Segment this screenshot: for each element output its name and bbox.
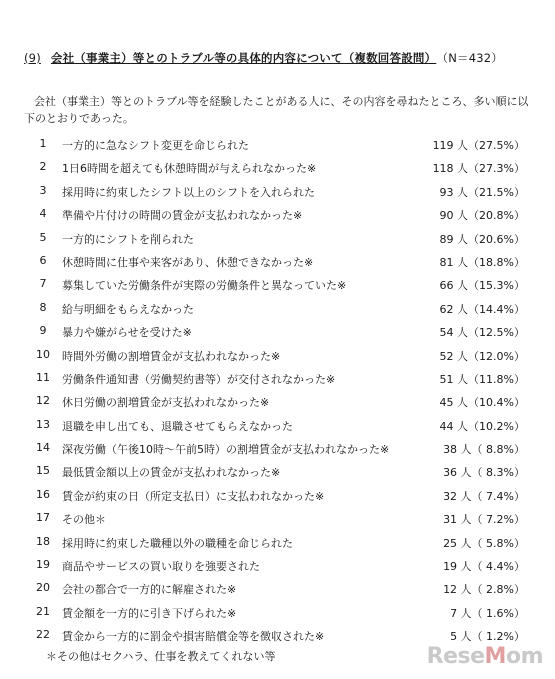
item-value: 5 人（ 1.2%） [450, 630, 525, 644]
list-item [0, 390, 555, 413]
item-text: 採用時に約束したシフト以上のシフトを入れられた [62, 185, 315, 199]
list-item [0, 203, 555, 226]
item-value: 90 人（20.8%） [439, 209, 525, 223]
rank-number: 13 [36, 417, 50, 431]
item-text: 一方的に急なシフト変更を命じられた [62, 139, 249, 152]
list-item [0, 133, 555, 156]
list-item [0, 554, 555, 577]
section-title: 会社（事業主）等とのトラブル等の具体的内容について（複数回答設問） [50, 51, 437, 65]
list-item [0, 273, 555, 296]
rank-number: 21 [36, 604, 50, 618]
list-item [0, 367, 555, 390]
item-text: 賃金額を一方的に引き下げられた※ [62, 606, 237, 620]
item-value: 62 人（14.4%） [439, 302, 525, 316]
rank-number: 9 [39, 324, 47, 338]
item-text: 労働条件通知書（労働契約書等）が交付されなかった※ [62, 372, 336, 386]
list-item [0, 577, 555, 600]
rank-number: 16 [36, 487, 50, 501]
intro-paragraph: 会社（事業主）等とのトラブル等を経験したことがある人に、その内容を尋ねたところ、多い順に以下のとおりであった。 [24, 95, 529, 125]
list-item [0, 227, 555, 250]
list-item [0, 507, 555, 530]
list-item [0, 180, 555, 203]
item-text: 商品やサービスの買い取りを強要された [62, 560, 260, 574]
item-value: 66 人（15.3%） [439, 279, 525, 293]
rank-number: 5 [39, 230, 47, 244]
item-value: 52 人（12.0%） [439, 349, 525, 363]
rank-number: 11 [36, 370, 50, 384]
item-text: 賃金から一方的に罰金や損害賠償金等を徴収された※ [62, 630, 325, 644]
item-value: 118 人（27.3%） [432, 162, 525, 176]
item-value: 119 人（27.5%） [432, 139, 525, 152]
rank-number: 7 [39, 277, 47, 291]
item-text: 休日労働の割増賃金が支払われなかった※ [62, 396, 270, 410]
rank-number: 1 [39, 137, 47, 150]
rank-number: 12 [36, 394, 50, 408]
item-value: 89 人（20.6%） [439, 232, 525, 246]
resemom-watermark [427, 644, 543, 669]
rank-number: 14 [36, 441, 50, 455]
item-text: 採用時に約束した職種以外の職種を命じられた [62, 536, 293, 550]
item-text: 一方的にシフトを削られた [62, 232, 194, 246]
item-text: 募集していた労働条件が実際の労働条件と異なっていた※ [62, 279, 347, 293]
item-text: 賃金が約束の日（所定支払日）に支払われなかった※ [62, 489, 325, 503]
list-item [0, 531, 555, 554]
item-value: 51 人（11.8%） [439, 372, 525, 386]
respondent-count: （N＝432） [442, 51, 503, 65]
footnote: ＊その他はセクハラ、仕事を教えてくれない等 [46, 650, 276, 663]
item-value: 25 人（ 5.8%） [443, 536, 525, 550]
item-value: 12 人（ 2.8%） [443, 583, 525, 597]
item-value: 93 人（21.5%） [439, 185, 525, 199]
rank-number: 19 [36, 558, 50, 572]
item-text: 休憩時間に仕事や来客があり、休憩できなかった※ [62, 255, 314, 269]
list-item [0, 601, 555, 624]
list-item [0, 414, 555, 437]
list-item [0, 484, 555, 507]
list-item [0, 320, 555, 343]
rank-number: 3 [39, 183, 47, 197]
item-value: 19 人（ 4.4%） [443, 560, 525, 574]
ranking-list [0, 133, 555, 648]
list-item [0, 156, 555, 179]
list-item [0, 250, 555, 273]
rank-number: 2 [39, 160, 47, 174]
rank-number: 6 [39, 253, 47, 267]
item-text: 給与明細をもらえなかった [62, 302, 194, 316]
item-value: 44 人（10.2%） [439, 419, 525, 433]
item-text: 時間外労働の割増賃金が支払われなかった※ [62, 349, 281, 363]
item-text: 深夜労働（午後10時～午前5時）の割増賃金が支払われなかった※ [62, 443, 390, 457]
section-heading [24, 50, 544, 66]
item-text: 会社の都合で一方的に解雇された※ [62, 583, 237, 597]
rank-number: 17 [36, 511, 50, 525]
item-text: 準備や片付けの時間の賃金が支払われなかった※ [62, 209, 303, 223]
rank-number: 20 [36, 581, 50, 595]
item-text: 暴力や嫌がらせを受けた※ [62, 326, 192, 340]
item-value: 38 人（ 8.8%） [443, 443, 525, 457]
section-number: (9) [24, 51, 41, 65]
item-text: 1日6時間を超えても休憩時間が与えられなかった※ [62, 162, 317, 176]
item-text: その他＊ [62, 513, 106, 527]
item-value: 32 人（ 7.4%） [443, 489, 525, 503]
watermark-prefix: Rese [426, 644, 485, 669]
item-value: 54 人（12.5%） [439, 326, 525, 340]
item-value: 31 人（ 7.2%） [443, 513, 525, 527]
rank-number: 10 [36, 347, 50, 361]
watermark-mark: M [484, 644, 506, 669]
list-item [0, 437, 555, 460]
list-item [0, 460, 555, 483]
rank-number: 18 [36, 534, 50, 548]
watermark-suffix: om [505, 644, 543, 669]
rank-number: 22 [36, 628, 50, 642]
rank-number: 4 [39, 207, 47, 221]
item-value: 81 人（18.8%） [439, 255, 525, 269]
list-item [0, 344, 555, 367]
item-value: 45 人（10.4%） [439, 396, 525, 410]
item-value: 7 人（ 1.6%） [450, 606, 525, 620]
item-text: 最低賃金額以上の賃金が支払われなかった※ [62, 466, 281, 480]
rank-number: 8 [39, 300, 47, 314]
item-text: 退職を申し出ても、退職させてもらえなかった [62, 419, 293, 433]
list-item [0, 297, 555, 320]
item-value: 36 人（ 8.3%） [443, 466, 525, 480]
rank-number: 15 [36, 464, 50, 478]
